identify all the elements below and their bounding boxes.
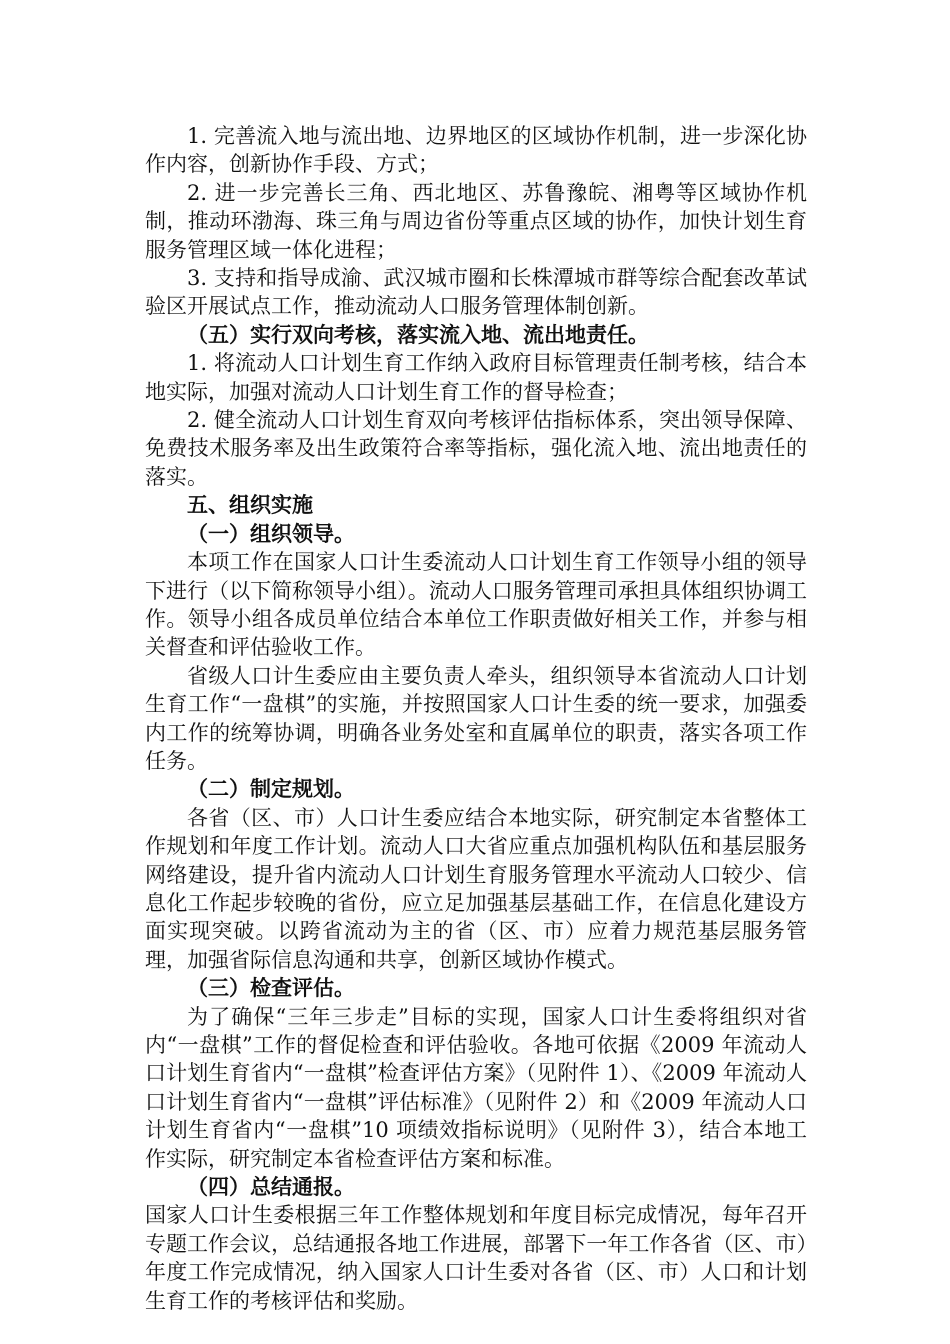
section-heading-summary: （四）总结通报。 — [187, 1174, 355, 1200]
para-assess-2: 2. 健全流动人口计划生育双向考核评估指标体系，突出领导保障、免费技术服务率及出生政策符合率等指标，强化流入地、流出地责任的落实。 — [145, 408, 807, 489]
para-planning: 各省（区、市）人口计生委应结合本地实际，研究制定本省整体工作规划和年度工作计划。流动人口大省应重点加强机构队伍和基层服务网络建设，提升省内流动人口计划生育服务管理水平流动人口较少、信息化工作起步较晚的省份，应立足加强基层基础工作，在信息化建设方面实现突破。以跨省流动为主的省（区、市）应着力规范基层服务管理，加强省际信息沟通和共享，创新区域协作模式。 — [145, 805, 807, 972]
para-item-2: 2. 进一步完善长三角、西北地区、苏鲁豫皖、湘粤等区域协作机制，推动环渤海、珠三角与周边省份等重点区域的协作，加快计划生育服务管理区域一体化进程； — [145, 180, 807, 262]
section-heading-planning: （二）制定规划。 — [187, 776, 355, 802]
section-heading-inspection: （三）检查评估。 — [187, 975, 355, 1001]
document-page — [145, 122, 807, 1315]
para-summary: 国家人口计生委根据三年工作整体规划和年度目标完成情况，每年召开专题工作会议，总结通报各地工作进展，部署下一年工作各省（区、市）年度工作完成情况，纳入国家人口计生委对各省（区、市）人口和计划生育工作的考核评估和奖励。 — [145, 1203, 807, 1313]
para-assess-1: 1. 将流动人口计划生育工作纳入政府目标管理责任制考核，结合本地实际，加强对流动人口计划生育工作的督导检查； — [145, 351, 807, 404]
para-item-3: 3. 支持和指导成渝、武汉城市圈和长株潭城市群等综合配套改革试验区开展试点工作，推动流动人口服务管理体制创新。 — [145, 266, 807, 319]
para-leadership-1: 本项工作在国家人口计生委流动人口计划生育工作领导小组的领导下进行（以下简称领导小组）。流动人口服务管理司承担具体组织协调工作。领导小组各成员单位结合本单位工作职责做好相关工作，并参与相关督查和评估验收工作。 — [145, 550, 807, 660]
para-inspection: 为了确保“三年三步走”目标的实现，国家人口计生委将组织对省内“一盘棋”工作的督促检查和评估验收。各地可依据《2009 年流动人口计划生育省内“一盘棋”检查评估方案》（见附件 1）、《2009 年流动人口计划生育省内“一盘棋”评估标准》（见附件 2）和《2009 年流动人口计划生育省内“一盘棋”10 项绩效指标说明》（见附件 3），结合本地工作实际，研究制定本省检查评估方案和标准。 — [145, 1004, 807, 1171]
chapter-heading-organize: 五、组织实施 — [187, 492, 313, 518]
section-heading-5: （五）实行双向考核，落实流入地、流出地责任。 — [187, 321, 649, 347]
para-leadership-2: 省级人口计生委应由主要负责人牵头，组织领导本省流动人口计划生育工作“一盘棋”的实施，并按照国家人口计生委的统一要求，加强委内工作的统筹协调，明确各业务处室和直属单位的职责，落实各项工作任务。 — [145, 663, 807, 773]
section-heading-leadership: （一）组织领导。 — [187, 520, 355, 546]
para-item-1: 1. 完善流入地与流出地、边界地区的区域协作机制，进一步深化协作内容，创新协作手段、方式； — [145, 124, 807, 177]
